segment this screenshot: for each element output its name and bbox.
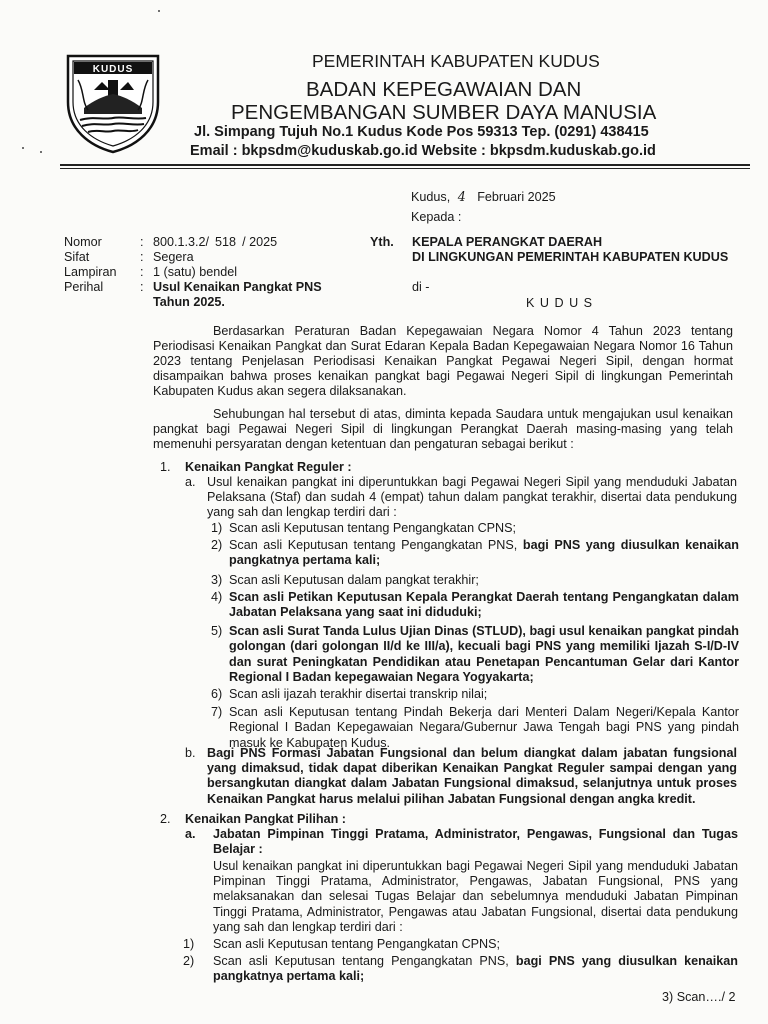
requirement-line bbox=[229, 605, 482, 620]
text-run: Regional I Badan Kepegawaian Negara/Gubernur Jawa Tengah bagi PNS yang pindah bbox=[229, 720, 739, 735]
item-label: b. bbox=[185, 746, 196, 760]
section-title: Kenaikan Pangkat Reguler : bbox=[185, 460, 352, 474]
meta-label-sifat: Sifat bbox=[64, 250, 90, 264]
paragraph-1-line: Periodisasi Kenaikan Pangkat dan Surat Edaran Kepala Badan Kepegawaian Negara Nomor 16 Tahun bbox=[153, 339, 733, 353]
bold-run: pangkatnya pertama kali; bbox=[213, 969, 365, 984]
recipient-yth: Yth. bbox=[370, 235, 394, 249]
section-number: 2. bbox=[160, 812, 171, 826]
meta-colon: : bbox=[140, 265, 144, 279]
requirement-line bbox=[229, 655, 739, 670]
text-run: masuk ke Kabupaten Kudus. bbox=[229, 735, 391, 750]
requirement-line bbox=[229, 639, 739, 654]
meta-value-perihal-2: Tahun 2025. bbox=[153, 295, 225, 309]
paragraph-1-line: Berdasarkan Peraturan Badan Kepegawaian Negara Nomor 4 Tahun 2023 tentang bbox=[213, 324, 733, 338]
requirement-line bbox=[229, 624, 739, 639]
requirement-line bbox=[229, 687, 487, 702]
paragraph-1-line: Kabupaten Kudus akan segera dilaksanakan. bbox=[153, 384, 407, 398]
item-a-line: Usul kenaikan pangkat ini diperuntukkan bagi Pegawai Negeri Sipil yang menduduki Jabatan bbox=[207, 475, 737, 489]
letterhead-rule bbox=[60, 164, 750, 166]
page-continuation: 3) Scan…./ 2 bbox=[662, 990, 736, 1004]
requirement-number: 1) bbox=[183, 937, 195, 951]
item-b-line: bersangkutan diangkat dalam Jabatan Fungsional dimaksud, selanjutnya untuk proses bbox=[207, 776, 737, 791]
meta-colon: : bbox=[140, 235, 144, 249]
bold-run: bagi PNS yang diusulkan kenaikan bbox=[522, 538, 740, 553]
section-title: Kenaikan Pangkat Pilihan : bbox=[185, 812, 346, 826]
text-run: Scan asli Keputusan tentang Pengangkatan CPNS; bbox=[229, 521, 517, 535]
bold-run: dan surat Peningkatan Pendidikan atau Penetapan Pencantuman Gelar dari Kantor bbox=[229, 654, 739, 669]
item-b-line: Kenaikan Pangkat harus melalui pilihan Jabatan Fungsional dengan angka kredit. bbox=[207, 791, 696, 806]
meta-label-lampiran: Lampiran bbox=[64, 265, 117, 279]
item-title-line: Jabatan Pimpinan Tinggi Pratama, Administrator, Pengawas, Fungsional dan Tugas bbox=[213, 827, 738, 841]
meta-colon: : bbox=[140, 280, 144, 294]
svg-text:KUDUS: KUDUS bbox=[92, 64, 134, 75]
requirement-line bbox=[229, 521, 516, 536]
bold-run: Scan asli Surat Tanda Lulus Ujian Dinas (STLUD), bagi usul kenaikan pangkat pindah bbox=[229, 624, 739, 639]
requirement-line bbox=[229, 590, 739, 605]
requirement-line bbox=[229, 705, 739, 720]
requirement-line bbox=[229, 720, 739, 735]
recipient-line2: DI LINGKUNGAN PEMERINTAH KABUPATEN KUDUS bbox=[412, 250, 729, 264]
government-name: PEMERINTAH KABUPATEN KUDUS bbox=[312, 51, 600, 71]
meta-label-nomor: Nomor bbox=[64, 235, 102, 249]
meta-value-nomor: 800.1.3.2/ 518 / 2025 bbox=[153, 235, 278, 249]
place-date bbox=[411, 190, 556, 205]
text-run: Scan asli Keputusan tentang Pengangkatan PNS, bbox=[213, 954, 516, 969]
letterhead-rule-thin bbox=[60, 168, 750, 169]
requirement-line bbox=[213, 937, 500, 952]
agency-name-line1: BADAN KEPEGAWAIAN DAN bbox=[306, 78, 582, 101]
requirement-number: 6) bbox=[211, 687, 223, 701]
requirement-number: 2) bbox=[211, 538, 223, 553]
meta-value-perihal: Usul Kenaikan Pangkat PNS bbox=[153, 280, 322, 294]
meta-label-perihal: Perihal bbox=[64, 280, 104, 294]
requirement-line bbox=[229, 553, 380, 568]
requirement-number: 2) bbox=[183, 954, 195, 969]
kudus-regency-seal bbox=[64, 50, 162, 154]
item-a-line: Pimpinan Tinggi Pratama, Administrator, Pengawas, Jabatan Fungsional, PNS yang bbox=[213, 874, 738, 889]
requirement-line bbox=[229, 670, 534, 685]
bold-run: bagi PNS yang diusulkan kenaikan bbox=[515, 954, 739, 969]
scan-speck bbox=[22, 147, 24, 149]
item-label: a. bbox=[185, 475, 196, 489]
item-a-line: Usul kenaikan pangkat ini diperuntukkan bagi Pegawai Negeri Sipil yang menduduki Jabatan bbox=[213, 859, 738, 873]
recipient-city: K U D U S bbox=[526, 296, 594, 310]
item-a-line: Pelaksana (Staf) dan sudah 4 (empat) tahun dalam pangkat terakhir, disertai data pendukung bbox=[207, 490, 737, 505]
recipient-line1: KEPALA PERANGKAT DAERAH bbox=[412, 235, 603, 249]
paragraph-2-line: memenuhi persyaratan dengan ketentuan dan pengaturan sebagai berikut : bbox=[153, 437, 574, 451]
paragraph-1-line: disampaikan bahwa proses kenaikan pangkat bagi Pegawai Negeri Sipil di lingkungan Pemerintah bbox=[153, 369, 733, 383]
requirement-number: 5) bbox=[211, 624, 223, 639]
text-run: Scan asli Keputusan tentang Pengangkatan PNS, bbox=[229, 538, 523, 553]
item-a-line: melaksanakan dan selesai Tugas Belajar dan sebelumnya menduduki Jabatan Pimpinan bbox=[213, 889, 738, 904]
item-b-line: yang dimaksud, tidak dapat diberikan Kenaikan Pangkat Reguler sampai dengan yang bbox=[207, 761, 737, 776]
text-run: Scan asli Keputusan dalam pangkat terakhir; bbox=[229, 572, 479, 587]
text-run: Scan asli Keputusan tentang Pindah Bekerja dari Menteri Dalam Negeri/Kepala Kantor bbox=[229, 705, 739, 720]
requirement-number: 7) bbox=[211, 705, 223, 720]
agency-name-line2: PENGEMBANGAN SUMBER DAYA MANUSIA bbox=[231, 101, 657, 124]
requirement-line bbox=[229, 573, 479, 588]
bold-run: Jabatan Pelaksana yang saat ini diduduki; bbox=[229, 605, 482, 619]
bold-run: golongan (dari golongan II/d ke III/a), kecuali bagi PNS yang memiliki Ijazah S-I/D-IV bbox=[229, 639, 739, 654]
bold-run: Scan asli Petikan Keputusan Kepala Perangkat Daerah tentang Pengangkatan dalam bbox=[229, 589, 739, 604]
bold-run: Regional I Badan kepegawaian Negara Yogyakarta; bbox=[229, 669, 534, 684]
section-number: 1. bbox=[160, 460, 171, 474]
agency-address: Jl. Simpang Tujuh No.1 Kudus Kode Pos 59313 Tep. (0291) 438415 bbox=[194, 124, 649, 140]
item-title-line: Belajar : bbox=[213, 842, 263, 856]
item-a-line: yang sah dan lengkap terdiri dari : bbox=[213, 919, 403, 934]
text-run: Scan asli ijazah terakhir disertai transkrip nilai; bbox=[229, 687, 488, 701]
requirement-number: 1) bbox=[211, 521, 223, 535]
item-label: a. bbox=[185, 827, 196, 841]
requirement-line bbox=[229, 538, 739, 553]
item-a-line: Tinggi Pratama, Administrator, Pengawas atau Jabatan Fungsional, disertai data pendukung bbox=[213, 904, 738, 919]
requirement-line bbox=[213, 969, 364, 984]
date-day: 4 bbox=[457, 189, 466, 204]
meta-colon: : bbox=[140, 250, 144, 264]
meta-value-sifat: Segera bbox=[153, 250, 194, 264]
item-a-line: yang sah dan lengkap terdiri dari : bbox=[207, 505, 397, 520]
kepada-label: Kepada : bbox=[411, 210, 462, 224]
meta-value-lampiran: 1 (satu) bendel bbox=[153, 265, 238, 279]
requirement-line bbox=[213, 954, 738, 969]
agency-contact: Email : bkpsdm@kuduskab.go.id Website : bkpsdm.kuduskab.go.id bbox=[190, 143, 656, 159]
scan-speck bbox=[158, 10, 160, 12]
recipient-di: di - bbox=[412, 280, 430, 294]
item-b-line: Bagi PNS Formasi Jabatan Fungsional dan belum diangkat dalam jabatan fungsional bbox=[207, 746, 737, 760]
paragraph-1-line: 2023 tentang Penjelasan Periodisasi Kenaikan Pangkat Pegawai Negeri Sipil, dengan hormat bbox=[153, 354, 733, 368]
paragraph-2-line: pangkat bagi Pegawai Negeri Sipil di lingkungan Perangkat Daerah masing-masing yang telah bbox=[153, 422, 733, 436]
date-month-year: Februari 2025 bbox=[477, 190, 556, 204]
requirement-number: 4) bbox=[211, 589, 223, 604]
requirement-number: 3) bbox=[211, 572, 223, 587]
bold-run: pangkatnya pertama kali; bbox=[229, 553, 381, 568]
paragraph-2-line: Sehubungan hal tersebut di atas, diminta kepada Saudara untuk mengajukan usul kenaikan bbox=[213, 407, 733, 421]
text-run: Scan asli Keputusan tentang Pengangkatan CPNS; bbox=[213, 937, 501, 951]
scan-speck bbox=[40, 151, 42, 153]
place: Kudus, bbox=[411, 190, 451, 204]
